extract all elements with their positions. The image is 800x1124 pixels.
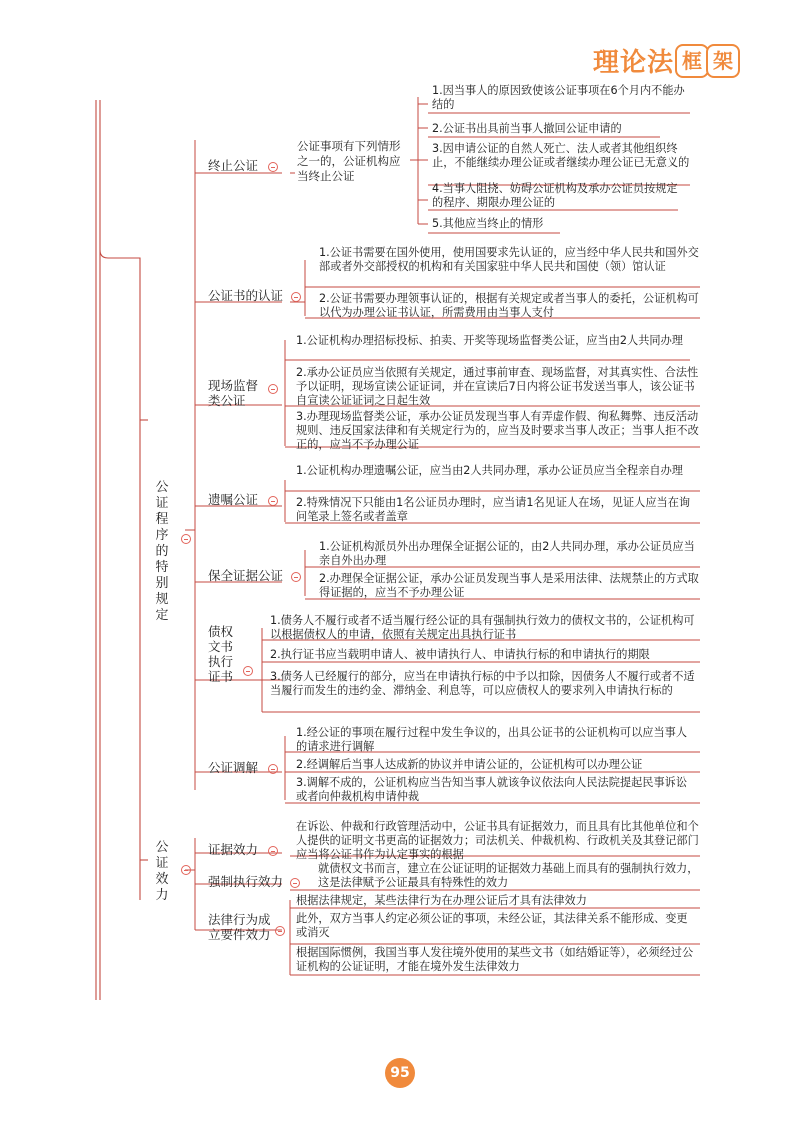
termination-condition: 公证事项有下列情形之一的，公证机构应当终止公证	[297, 139, 401, 183]
list-item: 3.办理现场监督类公证，承办公证员发现当事人有弄虚作假、徇私舞弊、违反活动规则、违反国家法律和有关规定行为的，应当及时要求当事人改正；当事人拒不改正的，应当不予办理公证	[296, 410, 699, 451]
collapse-icon[interactable]	[268, 384, 278, 394]
collapse-icon[interactable]	[268, 846, 278, 856]
collapse-icon[interactable]	[243, 666, 253, 676]
list-item: 2.承办公证员应当依照有关规定，通过事前审查、现场监督，对其真实性、合法性予以证明，现场宣读公证证词，并在宣读后7日内将公证书发送当事人，该公证书自宣读公证证词之日起生效	[296, 366, 699, 407]
collapse-icon[interactable]	[291, 572, 301, 582]
list-item: 2.公证书出具前当事人撤回公证申请的	[432, 122, 622, 135]
node-mediation: 公证调解	[208, 760, 259, 775]
evidence-effect-text: 在诉讼、仲裁和行政管理活动中，公证书具有证据效力，而且具有比其他单位和个人提供的证明文书更高的证据效力；司法机关、仲裁机构、行政机关及其登记部门应当将公证书作为认定事实的根据	[296, 820, 699, 861]
node-evidence-preservation: 保全证据公证	[208, 568, 284, 583]
node-onsite: 现场监督类公证	[208, 378, 259, 408]
page-number: 95	[385, 1058, 415, 1088]
list-item: 2.经调解后当事人达成新的协议并申请公证的，公证机构可以办理公证	[296, 758, 643, 771]
logo-badge-char: 架	[706, 44, 740, 78]
collapse-icon[interactable]	[290, 878, 300, 888]
list-item: 3.因申请公证的自然人死亡、法人或者其他组织终止，不能继续办理公证或者继续办理公证已无意义的	[432, 142, 690, 169]
logo-badge-char: 框	[675, 44, 709, 78]
collapse-icon[interactable]	[268, 496, 278, 506]
list-item: 2.办理保全证据公证，承办公证员发现当事人是采用法律、法规禁止的方式取得证据的，应当不予办理公证	[319, 572, 699, 599]
collapse-icon[interactable]	[181, 534, 191, 544]
node-special-procedures: 公证程序的特别规定	[155, 480, 169, 623]
collapse-icon[interactable]	[268, 764, 278, 774]
node-validity-effect: 法律行为成立要件效力	[208, 912, 271, 942]
list-item: 1.因当事人的原因致使该公证事项在6个月内不能办结的	[432, 84, 685, 111]
list-item: 1.公证机构办理遗嘱公证，应当由2人共同办理，承办公证员应当全程亲自办理	[296, 464, 683, 477]
list-item: 2.执行证书应当载明申请人、被申请执行人、申请执行标的和申请执行的期限	[270, 648, 650, 661]
list-item: 1.公证机构办理招标投标、拍卖、开奖等现场监督类公证，应当由2人共同办理	[296, 334, 683, 347]
collapse-icon[interactable]	[275, 926, 285, 936]
list-item: 4.当事人阻挠、妨碍公证机构及承办公证员按规定的程序、期限办理公证的	[432, 182, 678, 209]
list-item: 1.公证机构派员外出办理保全证据公证的，由2人共同办理，承办公证员应当亲自外出办理	[319, 540, 695, 567]
list-item: 1.公证书需要在国外使用，使用国要求先认证的，应当经中华人民共和国外交部或者外交部授权的机构和有关国家驻中华人民共和国使（领）馆认证	[319, 246, 699, 273]
logo-text: 理论法	[592, 48, 674, 78]
node-execution-certificate: 债权文书执行证书	[208, 624, 234, 684]
list-item: 2.特殊情况下只能由1名公证员办理时，应当请1名见证人在场，见证人应当在询问笔录上签名或者盖章	[296, 496, 691, 523]
node-termination: 终止公证	[208, 158, 259, 173]
collapse-icon[interactable]	[291, 292, 301, 302]
list-item: 根据国际惯例，我国当事人发往境外使用的某些文书（如结婚证等），必须经过公证机构的公证证明，才能在境外发生法律效力	[296, 946, 694, 973]
node-effect: 公证效力	[155, 840, 169, 903]
enforcement-effect-text: 就债权文书而言，建立在公证证明的证据效力基础上而具有的强制执行效力，这是法律赋予公证最具有特殊性的效力	[318, 862, 699, 889]
list-item: 3.调解不成的，公证机构应当告知当事人就该争议依法向人民法院提起民事诉讼或者向仲裁机构申请仲裁	[296, 776, 688, 803]
list-item: 根据法律规定，某些法律行为在办理公证后才具有法律效力	[296, 894, 587, 907]
node-enforcement-effect: 强制执行效力	[208, 874, 284, 889]
list-item: 1.债务人不履行或者不适当履行经公证的具有强制执行效力的债权文书的，公证机构可以根据债权人的申请，依照有关规定出具执行证书	[270, 614, 695, 641]
node-evidence-effect: 证据效力	[208, 842, 259, 857]
collapse-icon[interactable]	[268, 162, 278, 172]
list-item: 1.经公证的事项在履行过程中发生争议的，出具公证书的公证机构可以应当事人的请求进行调解	[296, 726, 688, 753]
list-item: 5.其他应当终止的情形	[432, 217, 544, 230]
node-authentication: 公证书的认证	[208, 288, 284, 303]
list-item: 2.公证书需要办理领事认证的，根据有关规定或者当事人的委托，公证机构可以代为办理公证书认证，所需费用由当事人支付	[319, 292, 699, 319]
node-will: 遗嘱公证	[208, 492, 259, 507]
collapse-icon[interactable]	[181, 865, 191, 875]
list-item: 此外，双方当事人约定必须公证的事项，未经公证，其法律关系不能形成、变更或消灭	[296, 912, 688, 939]
list-item: 3.债务人已经履行的部分，应当在申请执行标的中予以扣除，因债务人不履行或者不适当履行而发生的违约金、滞纳金、利息等，可以应债权人的要求列入申请执行标的	[270, 670, 695, 697]
